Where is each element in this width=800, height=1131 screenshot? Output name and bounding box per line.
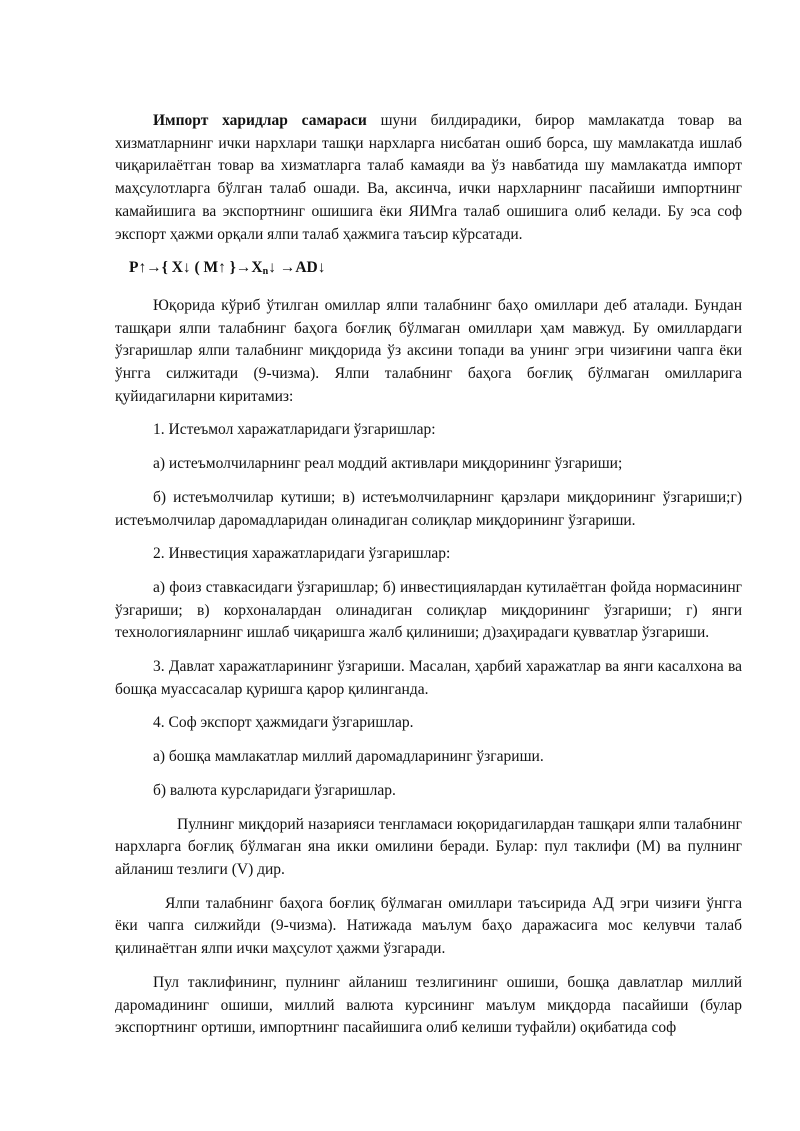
list-subitem: а) истеъмолчиларнинг реал моддий активлари миқдорининг ўзгариши; (153, 455, 623, 473)
page-body (115, 110, 742, 1040)
formula-part: ↓ →AD↓ (268, 259, 326, 277)
term-import-effect: Импорт харидлар самараси (153, 112, 367, 129)
list-item-government: 3. Давлат харажатларининг ўзгариши. Масалан, ҳарбий харажатлар ва янги касалхона ва бошқа муассасалар қуришга қарор қилинганда. (115, 658, 742, 698)
paragraph-non-price-factors: Юқорида кўриб ўтилган омиллар ялпи талабнинг баҳо омиллари деб аталади. Бундан ташқари ялпи талабнинг баҳога боғлиқ бўлмаган омиллари ҳам мавжуд. Бу омиллардаги ўзгаришлар ялпи талабнинг миқдорида ўз аксини топади ва унинг эгри чизиғини чапга ёки ўнгга силжитади (9-чизма). Ялпи талабнинг баҳога боғлиқ бўлмаган омилларига қуйидагиларни киритамиз: (115, 296, 742, 405)
list-subitem: а) бошқа мамлакатлар миллий даромадларининг ўзгариши. (153, 748, 544, 766)
list-item-investment: 2. Инвестиция харажатларидаги ўзгаришлар: (153, 545, 451, 563)
list-item-consumption: 1. Истеъмол харажатларидаги ўзгаришлар: (153, 421, 436, 439)
formula-subscript: n (262, 266, 269, 278)
paragraph-money-supply: Пул таклифининг, пулнинг айланиш тезлигининг ошиши, бошқа давлатлар миллий даромадининг ошиши, миллий валюта курсининг маълум миқдорда пасайиши (булар экспортнинг ортиши, импортнинг пасайишига олиб келиши туфайли) оқибатида соф (115, 973, 742, 1037)
formula-line (115, 257, 742, 284)
list-item-net-export: 4. Соф экспорт ҳажмидаги ўзгаришлар. (153, 714, 414, 732)
list-subitem: б) истеъмолчилар кутиши; в) истеъмолчиларнинг қарзлари миқдорининг ўзгариши;г) истеъмолчилар даромадларидан олинадиган солиқлар миқдорининг ўзгариши. (115, 488, 742, 529)
formula-part: P↑→{ X↓ ( M↑ }→X (129, 259, 263, 277)
paragraph-text: шуни билдирадики, бирор мамлакатда товар ва хизматларнинг ички нархлари ташқи нархларга нисбатан ошиб борса, шу мамлакатда ишлаб чиқарилаётган товар ва хизматларга талаб камаяди ва ўз навбатида шу мамлакатда импорт маҳсулотларга бўлган талаб ошади. Ва, аксинча, ички нархларнинг пасайиши импортнинг камайишига ва экспортнинг ошишига ёки ЯИМга талаб ошишига олиб келади. Бу эса соф экспорт ҳажми орқали ялпи талаб ҳажмига таъсир кўрсатади. (115, 112, 742, 243)
list-subitem: б) валюта курсларидаги ўзгаришлар. (153, 781, 396, 799)
paragraph-ad-shift: Ялпи талабнинг баҳога боғлиқ бўлмаган омиллари таъсирида АД эгри чизиғи ўнгга ёки чапга силжийди (9-чизма). Натижада маълум баҳо даражасига мос келувчи талаб қилинаётган ялпи ички маҳсулот ҳажми ўзгаради. (115, 894, 742, 958)
list-subitem: а) фоиз ставкасидаги ўзгаришлар; б) инвестициялардан кутилаётган фойда нормасининг ўзгариши; в) корхоналардан олинадиган солиқлар миқдорининг ўзгариши; г) янги технологияларнинг ишлаб чиқаришга жалб қилиниши; д)заҳирадаги қувватлар ўзгариши. (115, 578, 742, 642)
paragraph-import-effect (115, 110, 742, 246)
paragraph-quantity-theory: Пулнинг миқдорий назарияси тенгламаси юқоридагилардан ташқари ялпи талабнинг нархларга боғлиқ бўлмаган яна икки омилини беради. Булар: пул таклифи (М) ва пулнинг айланиш тезлиги (V) дир. (115, 815, 742, 878)
